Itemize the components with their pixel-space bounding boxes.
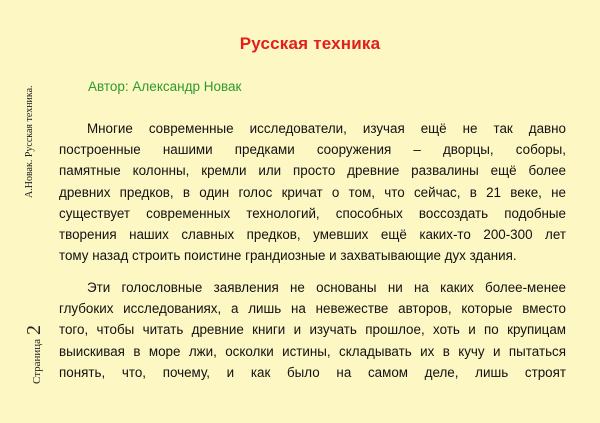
article-author: Автор: Александр Новак: [88, 79, 242, 94]
article-title: Русская техника: [239, 34, 381, 53]
paragraph-line: существует современных технологий, способных воссоздать подобные: [59, 205, 566, 221]
paragraph-line: того, чтобы читать древние книги и изучать прошлое, хоть и по крупицам: [59, 322, 566, 338]
paragraph-line: древних предков, в один голос кричат о том, что сейчас, в 21 веке, не: [59, 184, 566, 200]
running-header: А.Новак. Русская техника.: [24, 85, 35, 198]
page-number: 2: [23, 324, 45, 335]
paragraph-line: выискивая в море лжи, осколки истины, складывать их в кучу и пытаться: [59, 343, 566, 359]
paragraph-line: Многие современные исследователи, изучая ещё не так давно: [87, 121, 566, 136]
page-word: Страница: [31, 338, 43, 384]
paragraph-line: памятные колонны, кремли или просто древние развалины ещё более: [59, 163, 566, 179]
page-number-label: [24, 325, 44, 384]
paragraph-line: глубоких исследованиях, а лишь на невежестве авторов, которые вместо: [59, 301, 566, 317]
paragraph-line: Эти голословные заявления не основаны ни на каких более-менее: [87, 280, 566, 295]
paragraph-1: [59, 118, 566, 266]
paragraph-line: построенные нашими предками сооружения – дворцы, соборы,: [59, 142, 566, 158]
paragraph-2: [59, 277, 566, 383]
paragraph-line: тому назад строить поистине грандиозные и захватывающие дух здания.: [59, 248, 517, 264]
paragraph-line: понять, что, почему, и как было на самом деле, лишь строят: [59, 364, 566, 380]
paragraph-line: творения наших славных предков, умевших ещё каких-то 200-300 лет: [59, 227, 566, 243]
